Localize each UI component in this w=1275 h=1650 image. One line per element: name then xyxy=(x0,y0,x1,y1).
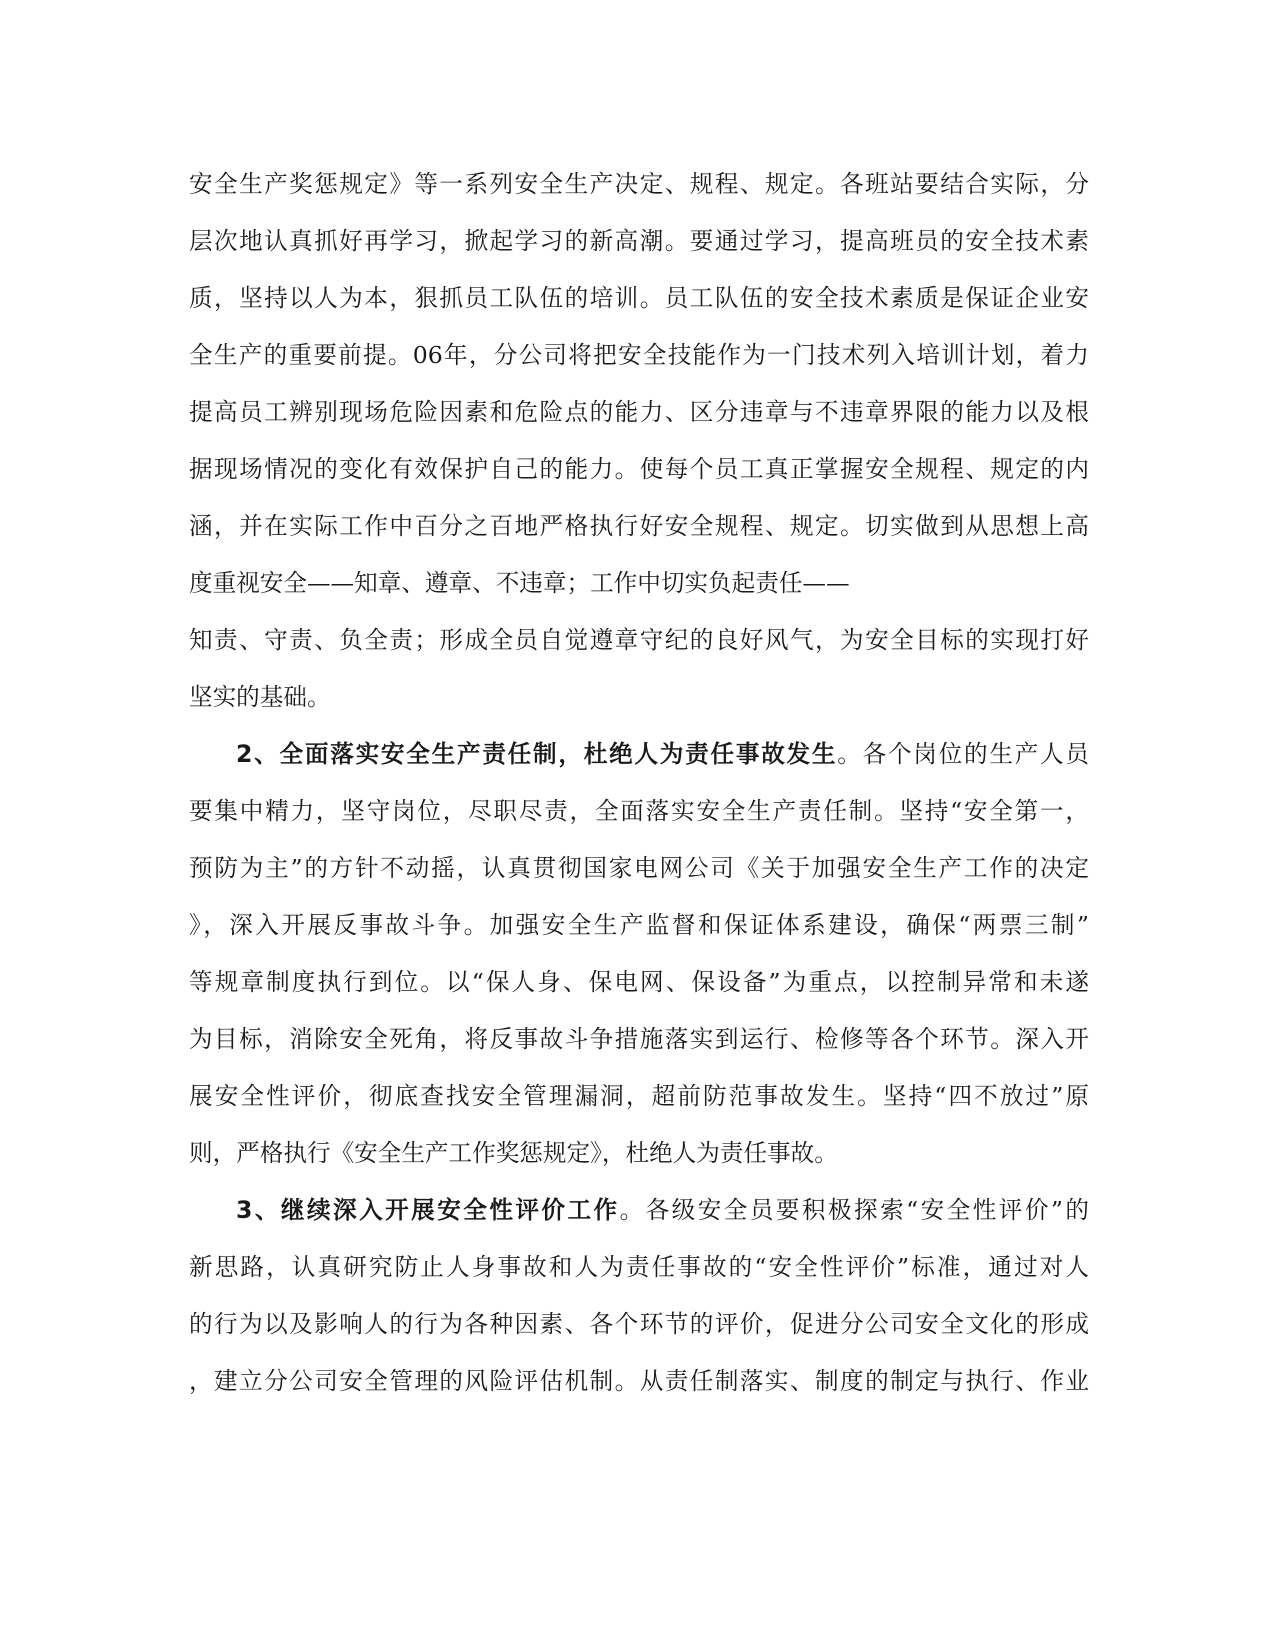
paragraph-2-heading: 2、全面落实安全生产责任制，杜绝人为责任事故发生 xyxy=(236,740,838,768)
paragraph-2-line-5: 等规章制度执行到位。以“保人身、保电网、保设备”为重点，以控制异常和未遂 xyxy=(189,968,1089,996)
paragraph-2-line-1 xyxy=(236,734,1089,774)
paragraph-1-line-5: 提高员工辨别现场危险因素和危险点的能力、区分违章与不违章界限的能力以及根 xyxy=(189,398,1089,426)
paragraph-3-heading: 3、继续深入开展安全性评价工作 xyxy=(236,1196,620,1224)
paragraph-1-line-2: 层次地认真抓好再学习，掀起学习的新高潮。要通过学习，提高班员的安全技术素 xyxy=(189,227,1089,255)
paragraph-3-line-2: 新思路，认真研究防止人身事故和人为责任事故的“安全性评价”标准，通过对人 xyxy=(189,1253,1089,1281)
paragraph-1-line-9: 知责、守责、负全责；形成全员自觉遵章守纪的良好风气，为安全目标的实现打好 xyxy=(189,626,1089,654)
paragraph-2-line-3: 预防为主”的方针不动摇，认真贯彻国家电网公司《关于加强安全生产工作的决定 xyxy=(189,854,1089,882)
paragraph-2-line-8: 则，严格执行《安全生产工作奖惩规定》，杜绝人为责任事故。 xyxy=(189,1139,838,1167)
paragraph-2-line-6: 为目标，消除安全死角，将反事故斗争措施落实到运行、检修等各个环节。深入开 xyxy=(189,1025,1089,1053)
paragraph-1-line-8: 度重视安全——知章、遵章、不违章；工作中切实负起责任—— xyxy=(189,569,850,597)
paragraph-1-line-10: 坚实的基础。 xyxy=(189,683,331,711)
paragraph-1-line-1: 安全生产奖惩规定》等一系列安全生产决定、规程、规定。各班站要结合实际，分 xyxy=(189,170,1089,198)
paragraph-3-first-line-rest: 。各级安全员要积极探索“安全性评价”的 xyxy=(619,1196,1089,1224)
paragraph-2-line-7: 展安全性评价，彻底查找安全管理漏洞，超前防范事故发生。坚持“四不放过”原 xyxy=(189,1082,1089,1110)
paragraph-3-line-4: ，建立分公司安全管理的风险评估机制。从责任制落实、制度的制定与执行、作业 xyxy=(189,1367,1089,1395)
paragraph-1-line-3: 质，坚持以人为本，狠抓员工队伍的培训。员工队伍的安全技术素质是保证企业安 xyxy=(189,284,1089,312)
paragraph-1-line-4: 全生产的重要前提。06年，分公司将把安全技能作为一门技术列入培训计划，着力 xyxy=(189,341,1089,369)
paragraph-2-first-line-rest: 。各个岗位的生产人员 xyxy=(837,740,1089,768)
paragraph-3-line-3: 的行为以及影响人的行为各种因素、各个环节的评价，促进分公司安全文化的形成 xyxy=(189,1310,1089,1338)
paragraph-2-line-4: 》，深入开展反事故斗争。加强安全生产监督和保证体系建设，确保“两票三制” xyxy=(189,911,1089,939)
paragraph-2-line-2: 要集中精力，坚守岗位，尽职尽责，全面落实安全生产责任制。坚持“安全第一， xyxy=(189,797,1089,825)
paragraph-1-line-6: 据现场情况的变化有效保护自己的能力。使每个员工真正掌握安全规程、规定的内 xyxy=(189,455,1089,483)
paragraph-1-line-7: 涵，并在实际工作中百分之百地严格执行好安全规程、规定。切实做到从思想上高 xyxy=(189,512,1089,540)
paragraph-3-line-1 xyxy=(236,1190,1089,1230)
